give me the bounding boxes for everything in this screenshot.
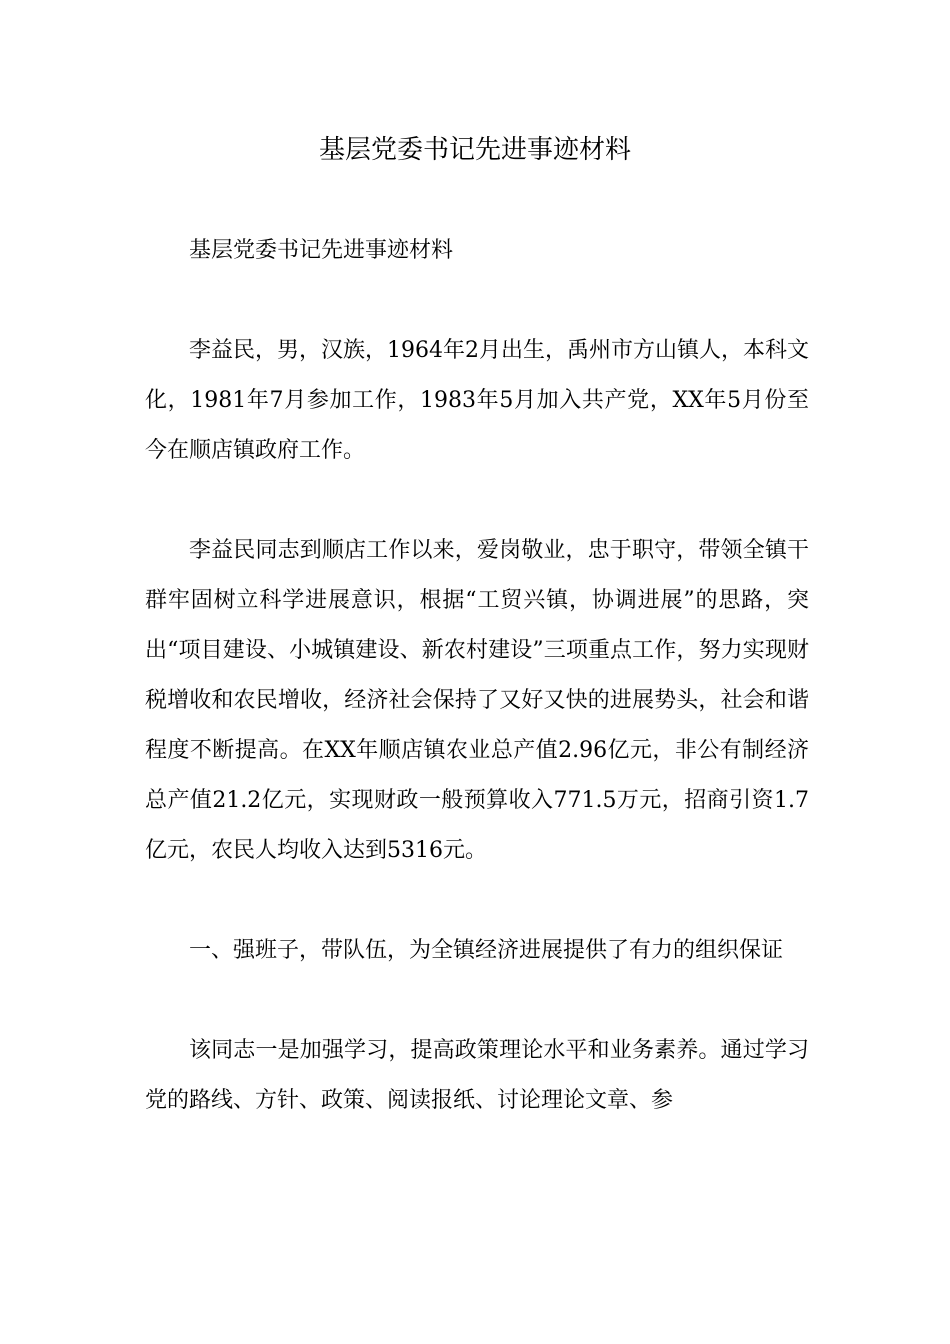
paragraph-profile: 李益民，男，汉族，1964年2月出生，禹州市方山镇人，本科文化，1981年7月参加工作，1983年5月加入共产党，XX年5月份至今在顺店镇政府工作。 xyxy=(145,338,809,463)
section-heading-1: 一、强班子，带队伍，为全镇经济进展提供了有力的组织保证 xyxy=(189,938,784,963)
document-title: 基层党委书记先进事迹材料 xyxy=(318,135,631,165)
document-body xyxy=(145,226,809,1126)
paragraph-study: 该同志一是加强学习，提高政策理论水平和业务素养。通过学习党的路线、方针、政策、阅读报纸、讨论理论文章、参 xyxy=(145,1038,809,1113)
paragraph-achievements: 李益民同志到顺店工作以来，爱岗敬业，忠于职守，带领全镇干群牢固树立科学进展意识，根据“工贸兴镇，协调进展”的思路，突出“项目建设、小城镇建设、新农村建设”三项重点工作，努力实现财税增收和农民增收，经济社会保持了又好又快的进展势头，社会和谐程度不断提高。在XX年顺店镇农业总产值2.96亿元，非公有制经济总产值21.2亿元，实现财政一般预算收入771.5万元，招商引资1.7亿元，农民人均收入达到5316元。 xyxy=(145,538,809,863)
paragraph-subtitle: 基层党委书记先进事迹材料 xyxy=(189,238,454,263)
